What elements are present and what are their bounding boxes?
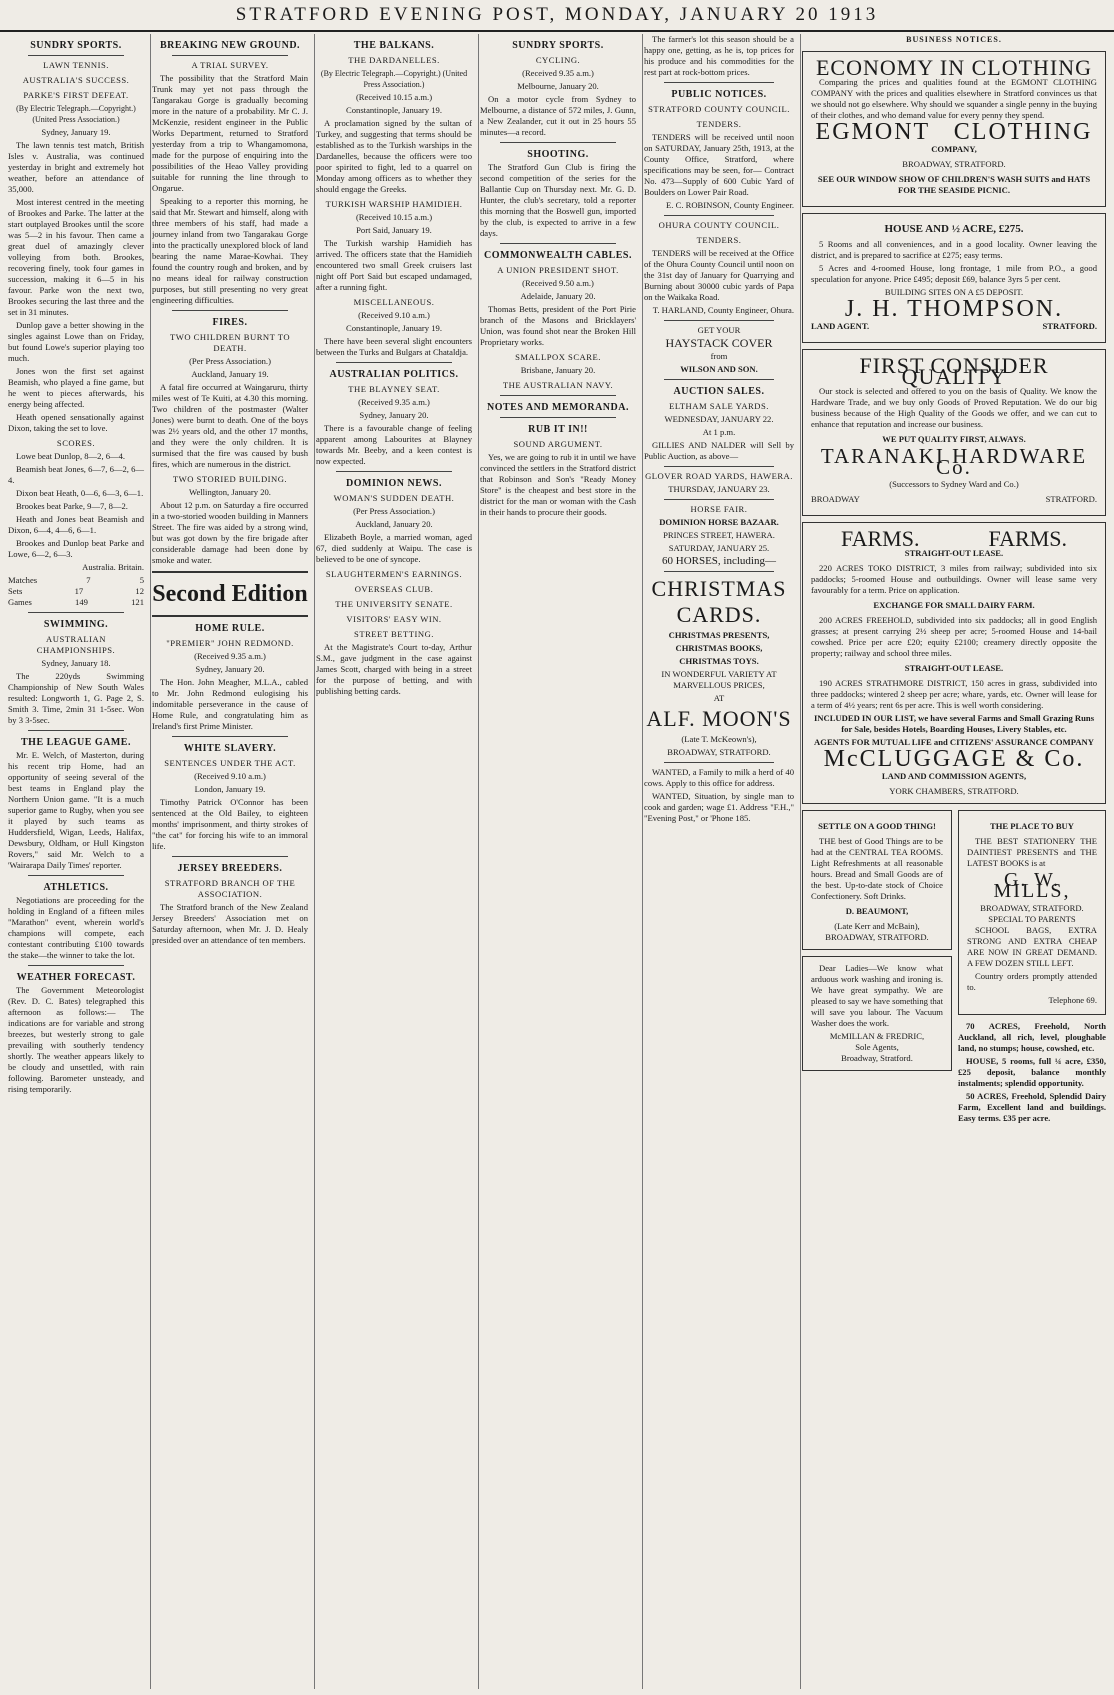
misc-heading: MISCELLANEOUS. [353, 297, 435, 307]
land-ad: HOUSE, 5 rooms, full ¼ acre, £350, £25 deposit, balance monthly instalments; splendid opportunity. [958, 1056, 1106, 1088]
score-line: Beamish beat Jones, 6—7, 6—2, 6—4. [8, 464, 144, 485]
mcmillan-title: McMILLAN & FREDRIC, [829, 1031, 925, 1041]
taranaki-hardware-ad [802, 349, 1106, 516]
article-paragraph: Dunlop gave a better showing in the singles against Lowe than on Friday, but found Lowe's superior playing too much. [8, 320, 144, 363]
beaumont-title: D. BEAUMONT, [845, 906, 909, 916]
article-paragraph: The Stratford Gun Club is firing the second competition of the series for the Ballantie Cup on Thursday next. Mr. G. D. Hunter, the club's secretary, told a reporter this morning that the Boswell gun, imported by the club, is expected to arrive in a few days. [480, 162, 636, 238]
tally-row: Sets 17 12 [8, 586, 144, 596]
land-commission-line: LAND AND COMMISSION AGENTS, [881, 771, 1027, 781]
column-6 [802, 34, 1106, 1689]
slaughtermen-heading: SLAUGHTERMEN'S EARNINGS. [325, 569, 463, 579]
ad-text: Comparing the prices and qualities found at the EGMONT CLOTHING COMPANY with the prices and qualities elsewhere in Stratford convinces us that we should not go elsewhere. Why should we squander a single penny in the buying of their clothes, and who demand value for every penny they spend. [811, 77, 1098, 120]
championships-heading: AUSTRALIAN CHAMPIONSHIPS. [36, 634, 116, 655]
settle-heading: SETTLE ON A GOOD THING! [818, 821, 936, 831]
ad-text: SCHOOL BAGS, EXTRA STRONG AND EXTRA CHEAP ARE NOW IN GREAT DEMAND. A FEW DOZEN STILL LEFT. [967, 925, 1097, 968]
ad-text: THE BEST STATIONERY THE DAINTIEST PRESENTS and THE LATEST BOOKS is at [967, 836, 1097, 868]
mccluggage-title: McCLUGGAGE & Co. [823, 746, 1085, 772]
article-paragraph: Most interest centred in the meeting of Brookes and Parke. The latter at the start outplayed Brookes until the score was 5—2 in his favour. Then came a great duel of amazingly clever volleying from both. Brookes, recovering finely, took four games in succession, making it 6—5 in his favour. Parke won the next two, Brookes securing the last three and the set in 31 minutes. [8, 197, 144, 317]
score-line: Heath and Jones beat Beamish and Dixon, 6—4, 4—6, 6—1. [8, 514, 144, 535]
mccluggage-ad [802, 522, 1106, 804]
fires-heading: FIRES. [212, 317, 248, 328]
thompson-title: J. H. THOMPSON. [844, 296, 1064, 322]
dateline: Constantinople, January 19. [346, 105, 442, 115]
ad-text: Country orders promptly attended to. [967, 971, 1097, 992]
balkans-heading: THE BALKANS. [353, 40, 435, 51]
christmas-item: CHRISTMAS TOYS. [679, 656, 759, 666]
horse-fair-heading: HORSE FAIR. [690, 504, 748, 514]
jersey-subheading: STRATFORD BRANCH OF THE ASSOCIATION. [164, 878, 296, 899]
glover-heading: GLOVER ROAD YARDS, HAWERA. [645, 471, 793, 481]
mills-title: G. W. MILLS, [993, 869, 1071, 902]
smallpox-heading: SMALLPOX SCARE. [515, 352, 601, 362]
hardware-address-row: BROADWAY STRATFORD. [811, 494, 1097, 504]
article-paragraph: Speaking to a reporter this morning, he said that Mr. Stewart and himself, along with three members of his staff, had made a journey inland from two Tangarakau Gorge into the practically unexplored block of land bearing the name Marae-Kowhai. They found the country rough and broken, and by no means ideal for railway construction purposes, but still presenting no very great engineering difficulties. [152, 196, 308, 305]
christmas-cards-title: CHRISTMAS CARDS. [651, 576, 787, 627]
christmas-item: CHRISTMAS PRESENTS, [668, 630, 770, 640]
masthead: STRATFORD EVENING POST, MONDAY, JANUARY 20 1913 [0, 0, 1114, 32]
christmas-item: CHRISTMAS BOOKS, [675, 643, 763, 653]
tenders-heading: TENDERS. [696, 235, 742, 245]
senate-heading: THE UNIVERSITY SENATE. [335, 599, 453, 609]
mcmillan-location: Broadway, Stratford. [841, 1053, 913, 1063]
score-line: Brookes and Dunlop beat Parke and Lowe, 6—2, 6—3. [8, 538, 144, 559]
article-paragraph: The lawn tennis test match, British Isles v. Australia, was continued yesterday in bright and extremely hot weather, before an attendance of 35,000. [8, 140, 144, 194]
home-rule-heading: HOME RULE. [195, 623, 265, 634]
thompson-ad [802, 213, 1106, 343]
dateline: Adelaide, January 20. [520, 291, 596, 301]
fires-subheading: TWO CHILDREN BURNT TO DEATH. [169, 332, 291, 353]
lease-heading: STRAIGHT-OUT LEASE. [904, 663, 1004, 673]
article-paragraph: A fatal fire occurred at Waingaruru, thirty miles west of Te Kuiti, at 4.30 this morning. Two children of the postmaster (Walter Jones) were burnt to death. One of the boys was 2½ years old, and the other 17 months, and they were the only children. It is surmised that the fire was caused by bush fires, which are numerous in the district. [152, 382, 308, 469]
successors-line: (Successors to Sydney Ward and Co.) [889, 479, 1019, 489]
first-quality-title: FIRST CONSIDER QUALITY [859, 353, 1049, 389]
bottom-ads-row [802, 810, 1106, 1126]
article-paragraph: Negotiations are proceeding for the holding in England of a fifteen miles "Marathon" event, wherein world's champions will compete, each contestant contributing £100 towards the stake—the winner to take the lot. [8, 895, 144, 960]
article-paragraph: The Stratford branch of the New Zealand Jersey Breeders' Association met on Saturday afternoon, when Mr. J. D. Healy presided over an attendance of ten members. [152, 902, 308, 945]
second-edition-banner: Second Edition [152, 581, 308, 607]
telephone-line: Telephone 69. [1048, 995, 1097, 1005]
hamidieh-heading: TURKISH WARSHIP HAMIDIEH. [325, 199, 463, 209]
article-paragraph: The Turkish warship Hamidieh has arrived. The officers state that the Hamidieh encountered two small Greek cruisers last night off Port Said but escaped undamaged, after a running fight. [316, 238, 472, 292]
council-heading: OHURA COUNTY COUNCIL. [658, 220, 780, 230]
quality-line: WE PUT QUALITY FIRST, ALWAYS. [882, 434, 1026, 444]
sudden-death-heading: WOMAN'S SUDDEN DEATH. [333, 493, 455, 503]
bazaar-address: PRINCES STREET, HAWERA. [663, 530, 775, 540]
haystack-ad-line: WILSON AND SON. [680, 364, 758, 374]
received-line: (Received 10.15 a.m.) [355, 92, 433, 102]
company-label: COMPANY, [931, 144, 977, 154]
score-line: Brookes beat Parke, 9—7, 8—2. [16, 501, 128, 511]
ad-text: 220 ACRES TOKO DISTRICT, 3 miles from railway; subdivided into six paddocks; 5-roomed House and outbuildings. Owner will lease same very favourably for a term. Price on application. [811, 563, 1097, 595]
ad-address: BROADWAY, STRATFORD. [902, 159, 1006, 169]
received-line: (Received 9.35 a.m.) [522, 68, 594, 78]
beaumont-ad [802, 810, 952, 950]
public-notices-heading: PUBLIC NOTICES. [671, 89, 767, 100]
byline: (By Electric Telegraph.—Copyright.) (United Press Association.) [16, 104, 136, 124]
haystack-ad-title: HAYSTACK COVER [665, 336, 773, 350]
ad-text: 5 Acres and 4-roomed House, long frontage, 1 mile from P.O., a good speculation for anyone. Price £495; deposit £69, balance 3yrs 5 per cent. [811, 263, 1097, 284]
exchange-heading: EXCHANGE FOR SMALL DAIRY FARM. [873, 600, 1035, 610]
article-paragraph: There is a favourable change of feeling apparent among Labourites at Blayney towards Mr. Beeby, and a keen contest is now expected. [316, 423, 472, 466]
mills-location: BROADWAY, STRATFORD. [980, 903, 1084, 913]
byline: (Per Press Association.) [189, 356, 271, 366]
included-line: INCLUDED IN OUR LIST, we have several Farms and Small Grazing Runs for Sale, besides Hotels, Boarding Houses, Livery Stables, etc. [813, 713, 1095, 734]
auction-notice: GILLIES AND NALDER will Sell by Public Auction, as above— [644, 440, 794, 461]
commonwealth-heading: COMMONWEALTH CABLES. [484, 250, 632, 261]
dateline: Wellington, January 20. [189, 487, 271, 497]
received-line: (Received 9.10 a.m.) [358, 310, 430, 320]
dateline: Constantinople, January 19. [346, 323, 442, 333]
article-paragraph: A proclamation signed by the sultan of Turkey, and suggesting that terms should be established as to the Turkish warships in the Dardanelles, because the officers were too poor spirited to fight, led to a quarrel on Monday among officers as to whether they should engage the Greeks. [316, 118, 472, 194]
eltham-heading: ELTHAM SALE YARDS. [669, 401, 769, 411]
column-4 [480, 34, 643, 1689]
sale-date: WEDNESDAY, JANUARY 22. [664, 414, 774, 424]
dateline: Melbourne, January 20. [517, 81, 599, 91]
aus-success-heading: AUSTRALIA'S SUCCESS. [22, 75, 130, 85]
wanted-ad: WANTED, Situation, by single man to cook and garden; wage £1. Address "F.H.," "Evening Post," or 'Phone 185. [644, 791, 794, 823]
tally-heading: Australia. Britain. [82, 562, 144, 572]
navy-heading: THE AUSTRALIAN NAVY. [502, 380, 614, 390]
dateline: Auckland, January 19. [191, 369, 269, 379]
tally-row: Matches 7 5 [8, 575, 144, 585]
alf-moon-sub: (Late T. McKeown's), [681, 734, 757, 744]
parke-heading: PARKE'S FIRST DEFEAT. [23, 90, 129, 100]
window-show-line: SEE OUR WINDOW SHOW OF CHILDREN'S WASH SUITS and HATS FOR THE SEASIDE PICNIC. [817, 174, 1091, 195]
byline: (Per Press Association.) [353, 506, 435, 516]
premier-heading: "PREMIER" JOHN REDMOND. [166, 638, 294, 648]
beaumont-sub: (Late Kerr and McBain), [834, 921, 920, 931]
shooting-heading: SHOOTING. [527, 149, 589, 160]
column-5 [644, 34, 801, 1689]
white-slavery-heading: WHITE SLAVERY. [183, 743, 277, 754]
article-paragraph: At the Magistrate's Court to-day, Arthur S.M., gave judgment in the case against James Scott, charged with being in a street for the purpose of betting, and with publishing betting cards. [316, 642, 472, 696]
article-paragraph: Jones won the first set against Beamish, who played a fine game, but he went to pieces afterwards, his energy being affected. [8, 366, 144, 409]
at-line: AT [713, 693, 725, 703]
article-paragraph: The farmer's lot this season should be a happy one, getting, as he is, top prices for his produce and his commodities for the rest part at rock-bottom prices. [644, 34, 794, 77]
rub-heading: RUB IT IN!! [528, 424, 588, 435]
business-notices-heading: BUSINESS NOTICES. [906, 35, 1002, 44]
received-line: (Received 10.15 a.m.) [355, 212, 433, 222]
bottom-left-ads [802, 810, 952, 1126]
cycling-heading: CYCLING. [535, 55, 581, 65]
taranaki-title: TARANAKI HARDWARE Co. [820, 444, 1088, 479]
tally-row: Games 149 121 [8, 597, 144, 607]
betting-heading: STREET BETTING. [354, 629, 434, 639]
article-paragraph: Elizabeth Boyle, a married woman, aged 67, died suddenly at Waipu. The case is believed to be one of syncope. [316, 532, 472, 564]
column-2 [152, 34, 315, 1689]
sale-date: THURSDAY, JANUARY 23. [668, 484, 770, 494]
union-president-heading: A UNION PRESIDENT SHOT. [497, 265, 619, 275]
dardanelles-heading: THE DARDANELLES. [348, 55, 440, 65]
dateline: Sydney, January 20. [359, 410, 429, 420]
overseas-heading: OVERSEAS CLUB. [354, 584, 434, 594]
dateline: London, January 19. [194, 784, 266, 794]
place-heading: THE PLACE TO BUY [990, 821, 1074, 831]
article-paragraph: On a motor cycle from Sydney to Melbourne, a distance of 572 miles, J. Gunn, a New Zealander, cut it out in 25 hours 55 minutes—a record. [480, 94, 636, 137]
scores-heading: SCORES. [56, 438, 96, 448]
variety-line: IN WONDERFUL VARIETY AT MARVELLOUS PRICES, [661, 669, 777, 690]
agents-line: AGENTS FOR MUTUAL LIFE and CITIZENS' ASSURANCE COMPANY [814, 737, 1094, 747]
economy-title: ECONOMY IN CLOTHING [815, 55, 1093, 80]
breaking-heading: BREAKING NEW GROUND. [159, 40, 301, 51]
received-line: (Received 9.35 a.m.) [194, 651, 266, 661]
egmont-clothing-ad [802, 51, 1106, 207]
column-3 [316, 34, 479, 1689]
ad-text: 190 ACRES STRATHMORE DISTRICT, 150 acres in grass, subdivided into three paddocks; wintered 2 sheep per acre; whare, yards, etc. Owner will lease for a term of 4½ years; rent 6s per acre. This is well worth considering. [811, 678, 1097, 710]
column-1 [8, 34, 151, 1689]
tender-notice: TENDERS will be received until noon on SATURDAY, January 25th, 1913, at the County Office, Stratford, where specifications may be seen, for— Contract No. 473—Supply of 600 Cubic Yard of Boulders on Lower Pair Road. [644, 132, 794, 197]
article-paragraph: There have been several slight encounters between the Turks and Bulgars at Chataldja. [316, 336, 472, 357]
ad-text: Our stock is selected and offered to you on the basis of Quality. We know the Hardware Trade, and we buy only Goods of Proved Reputation. We do our big business because of the High Quality of the Goods we offer, and we can cut to enhance that reputation and increase our business. [811, 386, 1097, 429]
byline: (By Electric Telegraph.—Copyright.) (United Press Association.) [320, 69, 468, 89]
politics-heading: AUSTRALIAN POLITICS. [329, 369, 459, 380]
ad-text: 5 Rooms and all conveniences, and in a good locality. Owner leaving the district, and is prepared to sacrifice at £275; easy terms. [811, 239, 1097, 260]
dateline: Brisbane, January 20. [520, 365, 596, 375]
score-line: Dixon beat Heath, 0—6, 6—3, 6—1. [16, 488, 144, 498]
council-heading: STRATFORD COUNTY COUNCIL. [648, 104, 790, 114]
dateline: Sydney, January 18. [41, 658, 111, 668]
bazaar-heading: DOMINION HORSE BAZAAR. [659, 517, 779, 527]
argument-heading: SOUND ARGUMENT. [513, 439, 603, 449]
sites-line: BUILDING SITES ON A £5 DEPOSIT. [884, 287, 1024, 297]
wanted-ad: WANTED, a Family to milk a herd of 40 cows. Apply to this office for address. [644, 767, 794, 788]
article-paragraph: The Government Meteorologist (Rev. D. C. Bates) telegraphed this afternoon as follows:— The indications are for variable and strong breezes, but westerly strong to gale prevailing with southerly tendency shortly. The weather appears likely to be cloudy and unsettled, with rain following. Barometer unsteady, and rising temporarily. [8, 985, 144, 1094]
dateline: Port Said, January 19. [356, 225, 432, 235]
ad-text: Dear Ladies—We know what arduous work washing and ironing is. We have great sympathy. We are pleased to say we have something that will save you labour. The Vacuum Washer does the work. [811, 963, 943, 1028]
tender-signature: E. C. ROBINSON, County Engineer. [666, 200, 794, 210]
horses-line: 60 HORSES, including— [662, 555, 776, 567]
land-ad: 50 ACRES, Freehold, Splendid Dairy Farm, Excellent land and buildings. Easy terms. £35 per acre. [958, 1091, 1106, 1123]
farms-title: FARMS. FARMS. [841, 526, 1067, 551]
received-line: (Received 9.50 a.m.) [522, 278, 594, 288]
score-line: Lowe beat Dunlop, 8—2, 6—4. [16, 451, 126, 461]
trial-survey-heading: A TRIAL SURVEY. [191, 60, 269, 70]
house-heading: HOUSE AND ½ ACRE, £275. [884, 223, 1024, 235]
blayney-heading: THE BLAYNEY SEAT. [348, 384, 440, 394]
dateline: Auckland, January 20. [355, 519, 433, 529]
dateline: Sydney, January 20. [195, 664, 265, 674]
athletics-heading: ATHLETICS. [43, 882, 109, 893]
haystack-ad-line: from [710, 351, 728, 361]
alf-moon-location: BROADWAY, STRATFORD. [667, 747, 771, 757]
article-paragraph: Heath opened sensationally against Dixon, taking the set to love. [8, 412, 144, 433]
ad-text: 200 ACRES FREEHOLD, subdivided into six paddocks; all in good English grasses; at present carrying 2½ sheep per acre; 5-roomed House and 14-bail cowshed. Price per acre £20; equity £2100; creamery directly opposite the property; railway and school three miles. [811, 615, 1097, 658]
ad-text: THE best of Good Things are to be had at the CENTRAL TEA ROOMS. Light Refreshments at all reasonable hours. Bread and Small Goods are of the best. Up-to-date stock of Choice Confectionery. Soft Drinks. [811, 836, 943, 901]
article-paragraph: Mr. E. Welch, of Masterton, during his recent trip Home, had an opportunity of seeing several of the best teams in England play the Northern Union game. "It is a much superior game to Rugby, when you see it played by such teams as Huddersfield, Wigan, Leeds, Halifax, Dewsbury, Oldham, or Hull Kingston Rovers," said Mr. Welch to a 'Wairarapa Daily Times' reporter. [8, 750, 144, 870]
article-paragraph: The Hon. John Meagher, M.L.A., cabled to Mr. John Redmond eulogising his indomitable perseverance in the cause of Home Rule, and congratulating him as Ireland's first Prime Minister. [152, 677, 308, 731]
swimming-heading: SWIMMING. [43, 619, 109, 630]
bottom-right-ads [958, 810, 1106, 1126]
sale-time: At 1 p.m. [702, 427, 736, 437]
article-paragraph: The 220yds Swimming Championship of New South Wales resulted: Longworth 1, G. Page 2, S. Smith 3. Time, 2min 31 1-5sec. Won by 3 3-5sec. [8, 671, 144, 725]
agent-row: LAND AGENT. STRATFORD. [811, 321, 1097, 331]
article-paragraph: About 12 p.m. on Saturday a fire occurred in a two-storied wooden building in Manners Street. The fire was aided by a strong wind, but was got down by the fire brigade after considerable damage had been done by smoke and water. [152, 500, 308, 565]
mills-ad [958, 810, 1106, 1015]
weather-heading: WEATHER FORECAST. [16, 972, 136, 983]
jersey-heading: JERSEY BREEDERS. [177, 863, 283, 874]
league-heading: THE LEAGUE GAME. [21, 737, 131, 748]
sports-heading: SUNDRY SPORTS. [30, 40, 122, 51]
sundry-sports-heading: SUNDRY SPORTS. [512, 40, 604, 51]
article-paragraph: Thomas Betts, president of the Port Pirie branch of the Masons and Bricklayers' Union, was found shot near the Broken Hill Proprietary works. [480, 304, 636, 347]
dominion-heading: DOMINION NEWS. [346, 478, 442, 489]
sentences-heading: SENTENCES UNDER THE ACT. [164, 758, 296, 768]
received-line: (Received 9.35 a.m.) [358, 397, 430, 407]
sale-date: SATURDAY, JANUARY 25. [668, 543, 770, 553]
sole-agents: Sole Agents, [855, 1042, 899, 1052]
article-paragraph: Timothy Patrick O'Connor has been sentenced at the Old Bailey, to eighteen months' imprisonment, and thirty strokes of "the cat" for forcing his wife to an immoral life. [152, 797, 308, 851]
tennis-heading: LAWN TENNIS. [43, 60, 109, 70]
received-line: (Received 9.10 a.m.) [194, 771, 266, 781]
land-ad: 70 ACRES, Freehold, North Auckland, all rich, level, ploughable land, no stumps; house, cowshed, etc. [958, 1021, 1106, 1053]
article-paragraph: The possibility that the Stratford Main Trunk may yet not pass through the Tangarakau Gorge is gradually becoming more in the nature of a probability. Mr C. J. McKenzie, resident engineer in the Public Works Department, returned to Stratford yesterday from a trip to Whangamomona, made for the purpose of enquiring into the possibilities of the Heao Valley providing suitable for running the line through to Ongarue. [152, 73, 308, 193]
york-line: YORK CHAMBERS, STRATFORD. [889, 786, 1019, 796]
auction-heading: AUCTION SALES. [673, 386, 765, 397]
notes-heading: NOTES AND MEMORANDA. [487, 402, 629, 413]
dateline: Sydney, January 19. [41, 127, 111, 137]
storied-heading: TWO STORIED BUILDING. [172, 474, 288, 484]
mcmillan-ad [802, 956, 952, 1071]
haystack-ad-line: GET YOUR [697, 325, 741, 335]
visitors-heading: VISITORS' EASY WIN. [346, 614, 442, 624]
parents-line: SPECIAL TO PARENTS [988, 914, 1076, 924]
alf-moon-title: ALF. MOON'S [646, 706, 792, 731]
lease-heading: STRAIGHT-OUT LEASE. [904, 548, 1004, 558]
beaumont-location: BROADWAY, STRATFORD. [825, 932, 929, 942]
tender-signature: T. HARLAND, County Engineer, Ohura. [652, 305, 794, 315]
article-paragraph: Yes, we are going to rub it in until we have convinced the settlers in the Stratford district that Robinson and Son's "Ready Money Store" is the cheapest and best store in the district for the man or woman with the Cash in their hands to procure their goods. [480, 452, 636, 517]
egmont-title: EGMONT CLOTHING [815, 119, 1093, 145]
tender-notice: TENDERS will be received at the Office of the Ohura County Council until noon on the 31st day of January for Quarrying and Burning about 30000 cubic yards of Papa on the Waikaka Road. [644, 248, 794, 302]
tenders-heading: TENDERS. [696, 119, 742, 129]
